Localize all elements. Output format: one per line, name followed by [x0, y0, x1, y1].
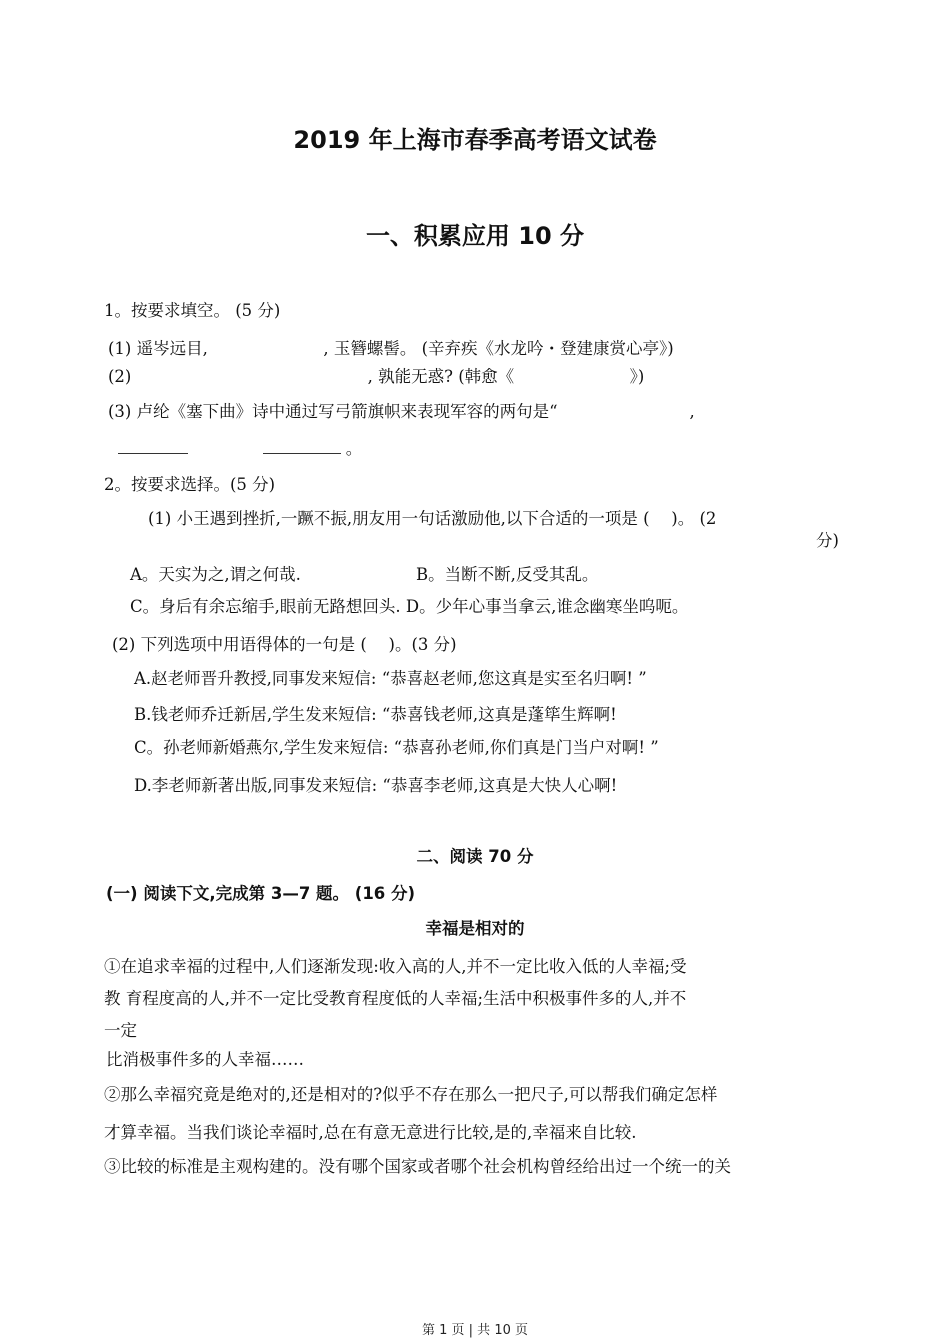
q2-sub1-option-a: A。天实为之,谓之何哉.: [130, 565, 301, 584]
q2-sub2-option-a: A.赵老师晋升教授,同事发来短信: “恭喜赵老师,您这真是实至名归啊! ”: [134, 669, 647, 688]
reading-part1-stem: (一) 阅读下文,完成第 3—7 题。 (16 分): [106, 884, 416, 903]
article-para3-line1: ③比较的标准是主观构建的。没有哪个国家或者哪个社会机构曾经给出过一个统一的关: [104, 1157, 731, 1176]
q1-part2: (2) , 孰能无惑? (韩愈《 》): [108, 367, 645, 386]
article-para2-line1: ②那么幸福究竟是绝对的,还是相对的?似乎不存在那么一把尺子,可以帮我们确定怎样: [104, 1085, 718, 1104]
article-para1-line3: 一定: [104, 1021, 137, 1040]
q2-stem: 2。按要求选择。(5 分): [104, 475, 276, 494]
q2-sub1-stem: (1) 小王遇到挫折,一蹶不振,朋友用一句话激励他,以下合适的一项是 ( )。 (2: [148, 509, 717, 528]
article-para1-line1: ①在追求幸福的过程中,人们逐渐发现:收入高的人,并不一定比收入低的人幸福;受: [104, 957, 687, 976]
article-para1-line2: 教 育程度高的人,并不一定比受教育程度低的人幸福;生活中积极事件多的人,并不: [104, 989, 687, 1008]
section2-heading: 二、阅读 70 分: [416, 847, 534, 866]
answer-blank: [118, 439, 188, 454]
article-para1-line4: 比消极事件多的人幸福……: [106, 1050, 304, 1069]
q2-sub2-option-b: B.钱老师乔迁新居,学生发来短信: “恭喜钱老师,这真是蓬筚生辉啊!: [134, 705, 617, 724]
q1-part3-end: 。: [345, 439, 363, 458]
q2-sub1-option-b: B。当断不断,反受其乱。: [416, 565, 599, 584]
q2-sub2-option-c: C。孙老师新婚燕尔,学生发来短信: “恭喜孙老师,你们真是门当户对啊! ”: [134, 738, 659, 757]
answer-blank: [263, 439, 341, 454]
q2-sub1-options-cd: C。身后有余忘缩手,眼前无路想回头. D。少年心事当拿云,谁念幽寒坐呜呃。: [130, 597, 689, 616]
page-footer: 第 1 页 | 共 10 页: [422, 1323, 528, 1338]
q1-part1: (1) 遥岑远目, , 玉簪螺髻。 (辛弃疾《水龙吟・登建康赏心亭》): [108, 339, 674, 358]
article-title: 幸福是相对的: [425, 919, 525, 938]
q1-part3-blanks: [118, 438, 362, 460]
q2-sub2-stem: (2) 下列选项中用语得体的一句是 ( )。(3 分): [112, 635, 457, 654]
q2-sub1-stem-cont: 分): [816, 531, 839, 550]
q1-part3: (3) 卢纶《塞下曲》诗中通过写弓箭旗帜来表现军容的两句是“ ,: [108, 402, 695, 421]
article-para2-line2: 才算幸福。当我们谈论幸福时,总在有意无意进行比较,是的,幸福来自比较.: [104, 1123, 637, 1142]
section1-heading: 一、积累应用 10 分: [365, 222, 585, 250]
q2-sub2-option-d: D.李老师新著出版,同事发来短信: “恭喜李老师,这真是大快人心啊!: [134, 776, 618, 795]
exam-title: 2019 年上海市春季高考语文试卷: [293, 126, 657, 154]
q1-stem: 1。按要求填空。 (5 分): [104, 301, 281, 320]
